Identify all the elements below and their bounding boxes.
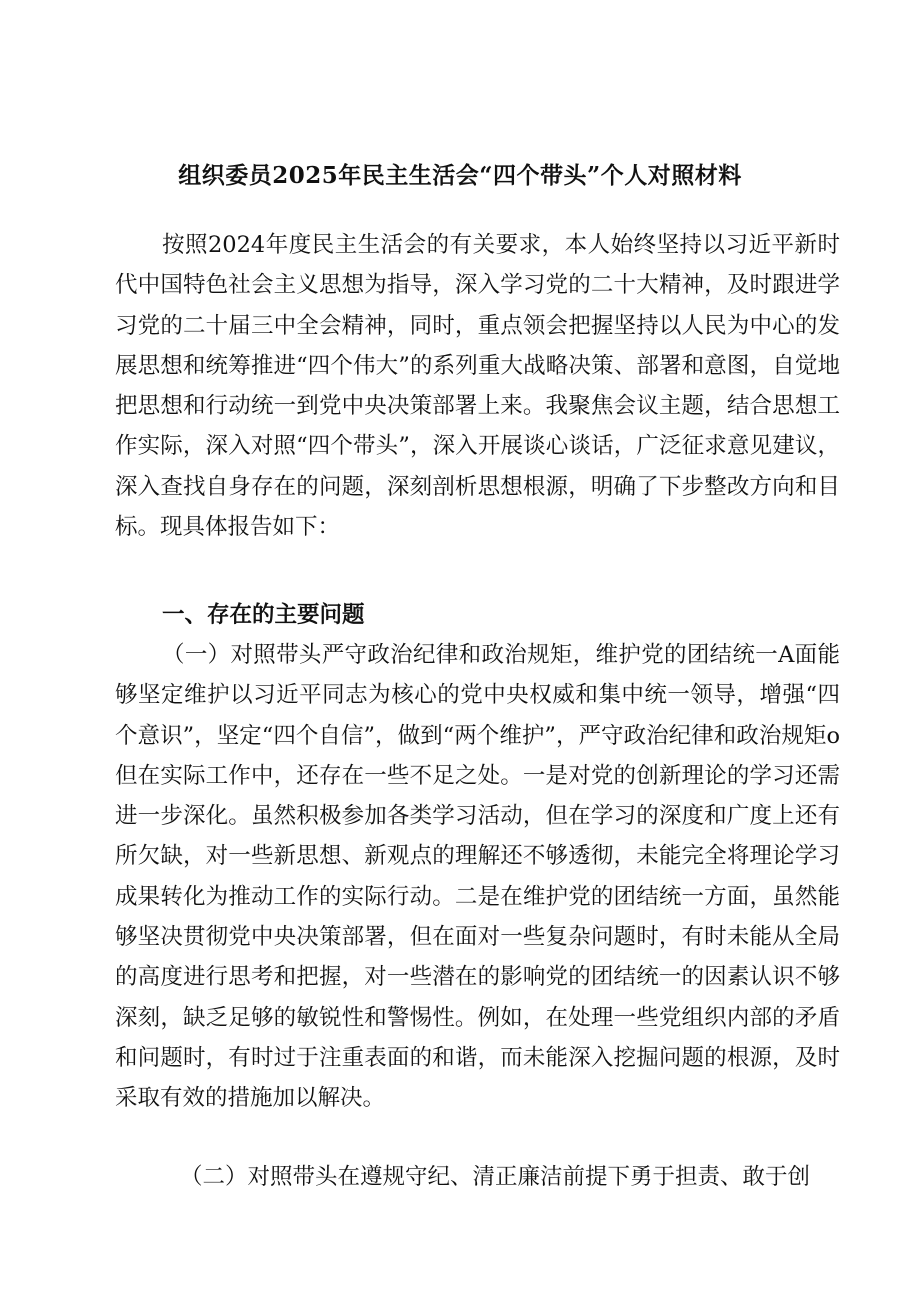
subsection-2-block bbox=[115, 1157, 840, 1197]
section-heading: 一、存在的主要问题 bbox=[162, 602, 365, 628]
document-title: 组织委员2025年民主生活会“四个带头”个人对照材料 bbox=[178, 162, 742, 189]
subsection-paragraph: （一）对照带头严守政治纪律和政治规矩，维护党的团结统一A面能够坚定维护以习近平同志为核心的党中央权威和集中统一领导，增强“四个意识”，坚定“四个自信”，做到“两个维护”，严守政治纪律和政治规矩o但在实际工作中，还存在一些不足之处。一是对党的创新理论的学习还需进一步深化。虽然积极参加各类学习活动，但在学习的深度和广度上还有所欠缺，对一些新思想、新观点的理解还不够透彻，未能完全将理论学习成果转化为推动工作的实际行动。二是在维护党的团结统一方面，虽然能够坚决贯彻党中央决策部署，但在面对一些复杂问题时，有时未能从全局的高度进行思考和把握，对一些潜在的影响党的团结统一的因素认识不够深刻，缺乏足够的敏锐性和警惕性。例如，在处理一些党组织内部的矛盾和问题时，有时过于注重表面的和谐，而未能深入挖掘问题的根源，及时采取有效的措施加以解决。 bbox=[115, 642, 840, 1112]
subsection-2-paragraph: （二）对照带头在遵规守纪、清正廉洁前提下勇于担责、敢于创 bbox=[180, 1164, 811, 1190]
intro-paragraph: 按照2024年度民主生活会的有关要求，本人始终坚持以习近平新时代中国特色社会主义思想为指导，深入学习党的二十大精神，及时跟进学习党的二十届三中全会精神，同时，重点领会把握坚持以人民为中心的发展思想和统筹推进“四个伟大”的系列重大战略决策、部署和意图，自觉地把思想和行动统一到党中央决策部署上来。我聚焦会议主题，结合思想工作实际，深入对照“四个带头”，深入开展谈心谈话，广泛征求意见建议，深入查找自身存在的问题，深刻剖析思想根源，明确了下步整改方向和目标。现具体报告如下： bbox=[115, 232, 840, 541]
subsection-block bbox=[115, 635, 840, 1119]
intro-block bbox=[115, 225, 840, 547]
